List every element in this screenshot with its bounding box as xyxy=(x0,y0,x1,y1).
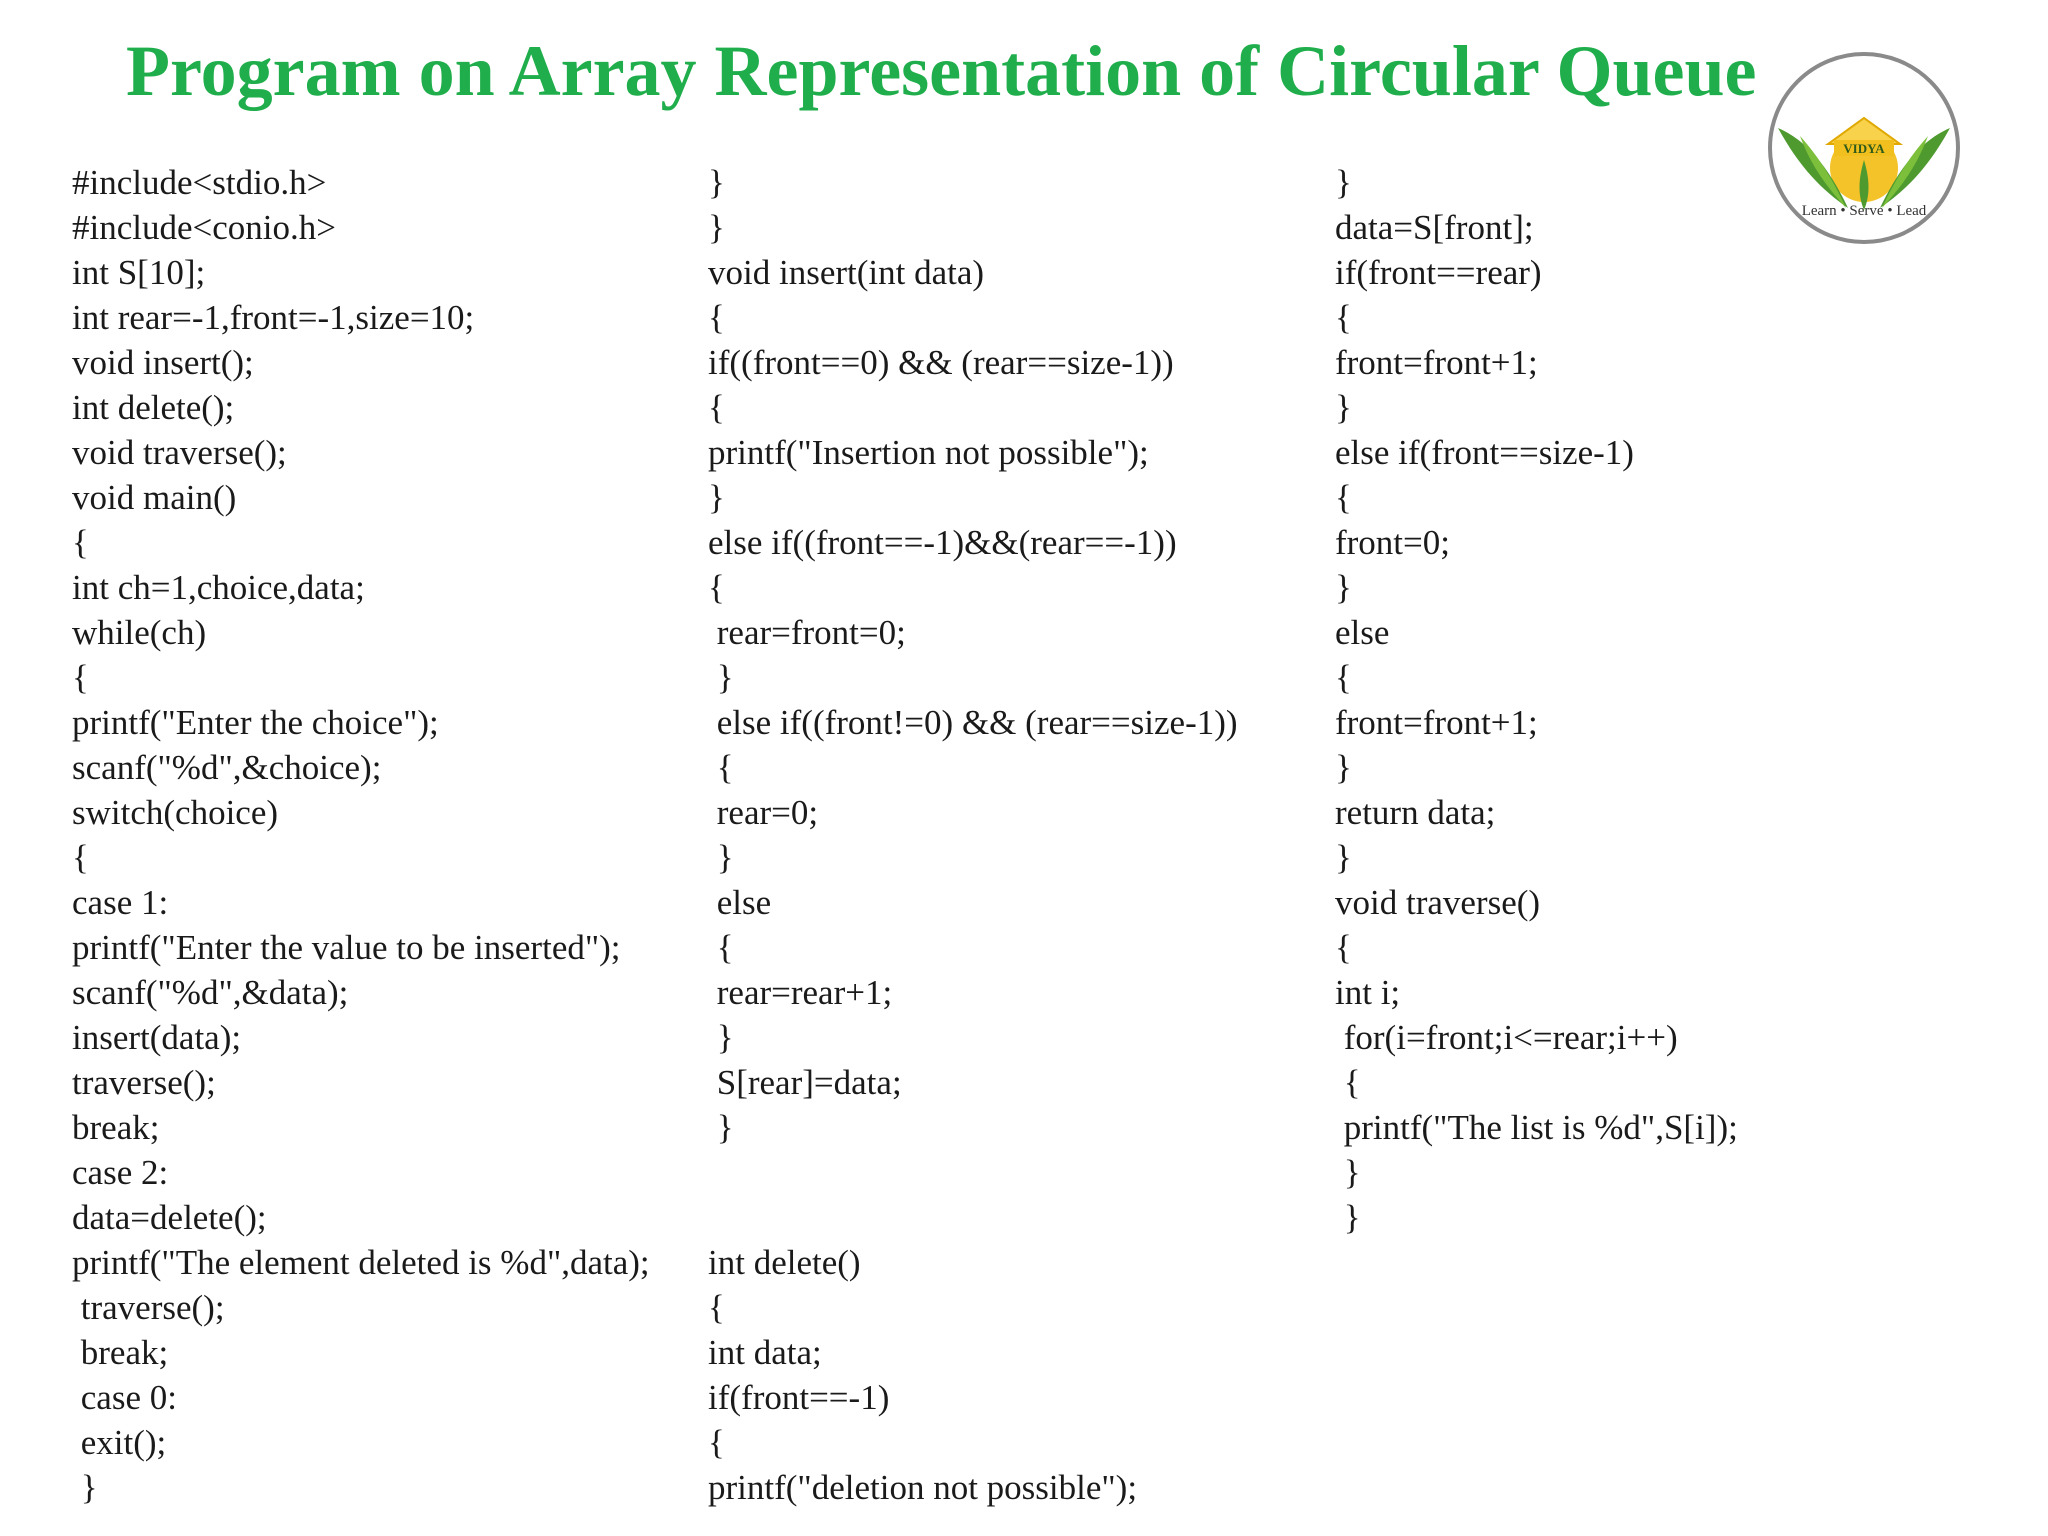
code-line: } xyxy=(708,1018,734,1057)
code-line: int data; xyxy=(708,1333,822,1372)
code-line: else if((front!=0) && (rear==size-1)) xyxy=(708,703,1238,742)
code-line: data=delete(); xyxy=(72,1198,267,1237)
code-line: scanf("%d",&data); xyxy=(72,973,349,1012)
code-line: if((front==0) && (rear==size-1)) xyxy=(708,343,1174,382)
code-line: } xyxy=(708,478,725,517)
code-line: #include<conio.h> xyxy=(72,208,337,247)
code-line: } xyxy=(708,658,734,697)
code-line: void main() xyxy=(72,478,237,517)
code-line: } xyxy=(1335,388,1352,427)
code-line: exit(); xyxy=(72,1423,167,1462)
code-column-3 xyxy=(1335,160,1738,1240)
code-line: while(ch) xyxy=(72,613,207,652)
code-line: case 0: xyxy=(72,1378,177,1417)
code-line xyxy=(708,1150,1238,1195)
code-line: switch(choice) xyxy=(72,793,279,832)
code-line: return data; xyxy=(1335,793,1496,832)
code-line: } xyxy=(72,1468,98,1507)
code-line: void traverse() xyxy=(1335,883,1541,922)
code-line: front=0; xyxy=(1335,523,1450,562)
code-line: rear=rear+1; xyxy=(708,973,893,1012)
code-line: { xyxy=(1335,658,1352,697)
code-line: case 2: xyxy=(72,1153,169,1192)
code-line: { xyxy=(72,523,89,562)
code-line: front=front+1; xyxy=(1335,703,1538,742)
code-line: printf("Enter the choice"); xyxy=(72,703,439,742)
code-line: rear=front=0; xyxy=(708,613,906,652)
code-line: void traverse(); xyxy=(72,433,287,472)
code-line: void insert(int data) xyxy=(708,253,985,292)
code-line: { xyxy=(1335,298,1352,337)
code-line: scanf("%d",&choice); xyxy=(72,748,382,787)
code-line: S[rear]=data; xyxy=(708,1063,902,1102)
code-line: { xyxy=(72,838,89,877)
logo-name: VIDYA xyxy=(1843,141,1885,156)
code-line: else if((front==-1)&&(rear==-1)) xyxy=(708,523,1177,562)
code-line: { xyxy=(72,658,89,697)
code-line: else if(front==size-1) xyxy=(1335,433,1634,472)
code-column-1 xyxy=(72,160,650,1510)
code-line: traverse(); xyxy=(72,1288,225,1327)
code-line: { xyxy=(1335,928,1352,967)
code-line: } xyxy=(1335,1198,1361,1237)
code-line: else xyxy=(1335,613,1390,652)
code-line: void insert(); xyxy=(72,343,254,382)
code-line: front=front+1; xyxy=(1335,343,1538,382)
code-line: for(i=front;i<=rear;i++) xyxy=(1335,1018,1678,1057)
code-line: break; xyxy=(72,1333,169,1372)
code-line: int i; xyxy=(1335,973,1401,1012)
code-line: { xyxy=(708,388,725,427)
code-line: } xyxy=(1335,568,1352,607)
code-line: int delete(); xyxy=(72,388,235,427)
vidya-logo-icon xyxy=(1766,40,1962,256)
code-line: } xyxy=(708,1108,734,1147)
code-line: } xyxy=(1335,748,1352,787)
code-line: #include<stdio.h> xyxy=(72,163,327,202)
vidya-logo xyxy=(1766,40,1962,256)
code-line: } xyxy=(1335,163,1352,202)
code-line: } xyxy=(1335,1153,1361,1192)
code-line: { xyxy=(708,1423,725,1462)
code-line: { xyxy=(708,748,734,787)
logo-tagline: Learn • Serve • Lead xyxy=(1801,203,1927,219)
code-line: printf("The element deleted is %d",data); xyxy=(72,1243,650,1282)
page-title: Program on Array Representation of Circular Queue xyxy=(126,31,1757,111)
code-line: } xyxy=(708,208,725,247)
code-column-2 xyxy=(708,160,1238,1510)
code-line: { xyxy=(708,928,734,967)
code-line: int ch=1,choice,data; xyxy=(72,568,365,607)
code-line: case 1: xyxy=(72,883,169,922)
code-line: rear=0; xyxy=(708,793,819,832)
code-line: printf("The list is %d",S[i]); xyxy=(1335,1108,1738,1147)
code-line: else xyxy=(708,883,772,922)
code-line: if(front==rear) xyxy=(1335,253,1542,292)
code-line: } xyxy=(708,838,734,877)
code-line: printf("Enter the value to be inserted"); xyxy=(72,928,621,967)
code-line: { xyxy=(708,1288,725,1327)
code-line: { xyxy=(708,568,725,607)
code-line: } xyxy=(1335,838,1352,877)
code-line: int rear=-1,front=-1,size=10; xyxy=(72,298,475,337)
code-line: printf("Insertion not possible"); xyxy=(708,433,1149,472)
code-line: } xyxy=(708,163,725,202)
code-line: int delete() xyxy=(708,1243,861,1282)
code-line xyxy=(708,1195,1238,1240)
code-line: insert(data); xyxy=(72,1018,242,1057)
code-line: { xyxy=(1335,478,1352,517)
code-line: { xyxy=(708,298,725,337)
code-line: if(front==-1) xyxy=(708,1378,890,1417)
code-line: break; xyxy=(72,1108,160,1147)
code-line: int S[10]; xyxy=(72,253,206,292)
code-line: { xyxy=(1335,1063,1361,1102)
code-line: data=S[front]; xyxy=(1335,208,1534,247)
code-line: traverse(); xyxy=(72,1063,216,1102)
code-line: printf("deletion not possible"); xyxy=(708,1468,1138,1507)
